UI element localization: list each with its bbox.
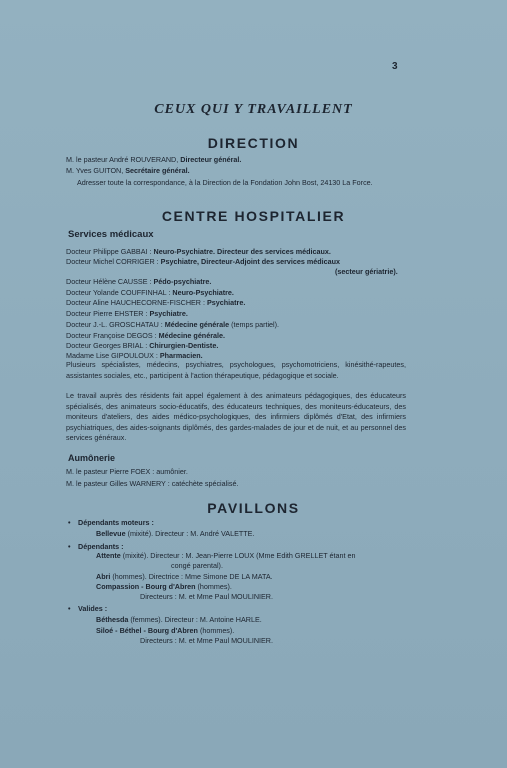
- services-title: Services médicaux: [68, 229, 154, 240]
- doctor-row: [335, 267, 398, 277]
- direction-heading: DIRECTION: [207, 135, 300, 151]
- doctor-row: [66, 298, 245, 308]
- group-dependants-moteurs: • Dépendants moteurs :: [68, 518, 154, 527]
- doctor-name: Docteur Yolande COUFFINHAL :: [66, 288, 173, 297]
- page-title: CEUX QUI Y TRAVAILLENT: [154, 102, 353, 117]
- doctor-role: Neuro-Psychiatre. Directeur des services médicaux.: [153, 247, 331, 256]
- doctor-row: [66, 247, 331, 257]
- doctor-row: [66, 331, 225, 341]
- pavillon-siloe-directors: Directeurs : M. et Mme Paul MOULINIER.: [140, 636, 273, 645]
- pavillon-compassion: Compassion - Bourg d'Abren (hommes).: [96, 582, 232, 591]
- pavillons-heading: PAVILLONS: [207, 500, 300, 516]
- doctor-role: Pédo-psychiatre.: [153, 277, 212, 286]
- aumonerie-line-2: M. le pasteur Gilles WARNERY : catéchète spécialisé.: [66, 479, 239, 488]
- doctor-name: Docteur Pierre EHSTER :: [66, 309, 150, 318]
- centre-heading: CENTRE HOSPITALIER: [161, 208, 346, 224]
- doctor-name: Docteur Françoise DEGOS :: [66, 331, 159, 340]
- direction-address: Adresser toute la correspondance, à la Direction de la Fondation John Bost, 24130 La Force.: [77, 178, 373, 187]
- doctor-row: [66, 257, 340, 267]
- doctor-name: Docteur J.-L. GROSCHATAU :: [66, 320, 165, 329]
- doctor-row: [66, 341, 218, 351]
- doctor-row: [66, 309, 188, 319]
- doctor-role: Psychiatre.: [206, 298, 246, 307]
- staff-paragraph-2: Le travail auprès des résidents fait appel également à des animateurs pédagogiques, des éducateurs spécialisés, des animateurs socio-éducatifs, des éducateurs techniques, des moniteurs-éducateurs, des moniteurs d'ateliers, des aides médico-psychologiques, des infirmiers diplômés d'Etat, des infirmiers psychiatriques, des aides-soignants diplômés, des gardes-malades de jour et de nuit, et au personnel des services généraux.: [66, 391, 406, 443]
- direction-line-2: M. Yves GUITON, Secrétaire général.: [66, 166, 190, 175]
- doctor-role: Psychiatre.: [149, 309, 188, 318]
- pavillon-attente: Attente (mixité). Directeur : M. Jean-Pierre LOUX (Mme Edith GRELLET étant en: [96, 551, 356, 560]
- doctor-role: Chirurgien-Dentiste.: [149, 341, 219, 350]
- doctor-role: (secteur gériatrie).: [335, 267, 398, 276]
- page-number: 3: [392, 61, 398, 72]
- group-valides: • Valides :: [68, 604, 108, 613]
- direction-line-1: M. le pasteur André ROUVERAND, Directeur général.: [66, 155, 242, 164]
- doctor-name: Docteur Hélène CAUSSE :: [66, 277, 154, 286]
- pavillon-bellevue: Bellevue (mixité). Directeur : M. André VALETTE.: [96, 529, 255, 538]
- doctor-name: Madame Lise GIPOULOUX :: [66, 351, 160, 360]
- doctor-role: Psychiatre, Directeur-Adjoint des services médicaux: [160, 257, 341, 266]
- doctor-row: [66, 288, 234, 298]
- doctor-role: Pharmacien.: [159, 351, 203, 360]
- doctor-row: [66, 277, 211, 287]
- doctor-name: Docteur Aline HAUCHECORNE-FISCHER :: [66, 298, 207, 307]
- doctor-name: Docteur Georges BRIAL :: [66, 341, 150, 350]
- group-dependants: • Dépendants :: [68, 542, 124, 551]
- pavillon-siloe: Siloé - Béthel - Bourg d'Abren (hommes).: [96, 626, 235, 635]
- doctor-note: (temps partiel).: [229, 320, 280, 329]
- doctor-name: Docteur Michel CORRIGER :: [66, 257, 161, 266]
- staff-paragraph-1: Plusieurs spécialistes, médecins, psychiatres, psychologues, psychomotriciens, kinésithé-rapeutes, assistantes sociales, etc., participent à l'action thérapeutique, pédagogique et sociale.: [66, 360, 406, 380]
- doctor-row: [66, 320, 279, 330]
- doctor-role: Neuro-Psychiatre.: [172, 288, 234, 297]
- doctor-role: Médecine générale.: [158, 331, 225, 340]
- pavillon-abri: Abri (hommes). Directrice : Mme Simone DE LA MATA.: [96, 572, 273, 581]
- pavillon-attente-cont: congé parental).: [171, 561, 223, 570]
- doctor-name: Docteur Philippe GABBAI :: [66, 247, 154, 256]
- aumonerie-line-1: M. le pasteur Pierre FOEX : aumônier.: [66, 467, 188, 476]
- aumonerie-title: Aumônerie: [68, 453, 116, 463]
- pavillon-bethesda: Béthesda (femmes). Directeur : M. Antoine HARLE.: [96, 615, 262, 624]
- pavillon-compassion-directors: Directeurs : M. et Mme Paul MOULINIER.: [140, 592, 273, 601]
- doctor-role: Médecine générale: [164, 320, 230, 329]
